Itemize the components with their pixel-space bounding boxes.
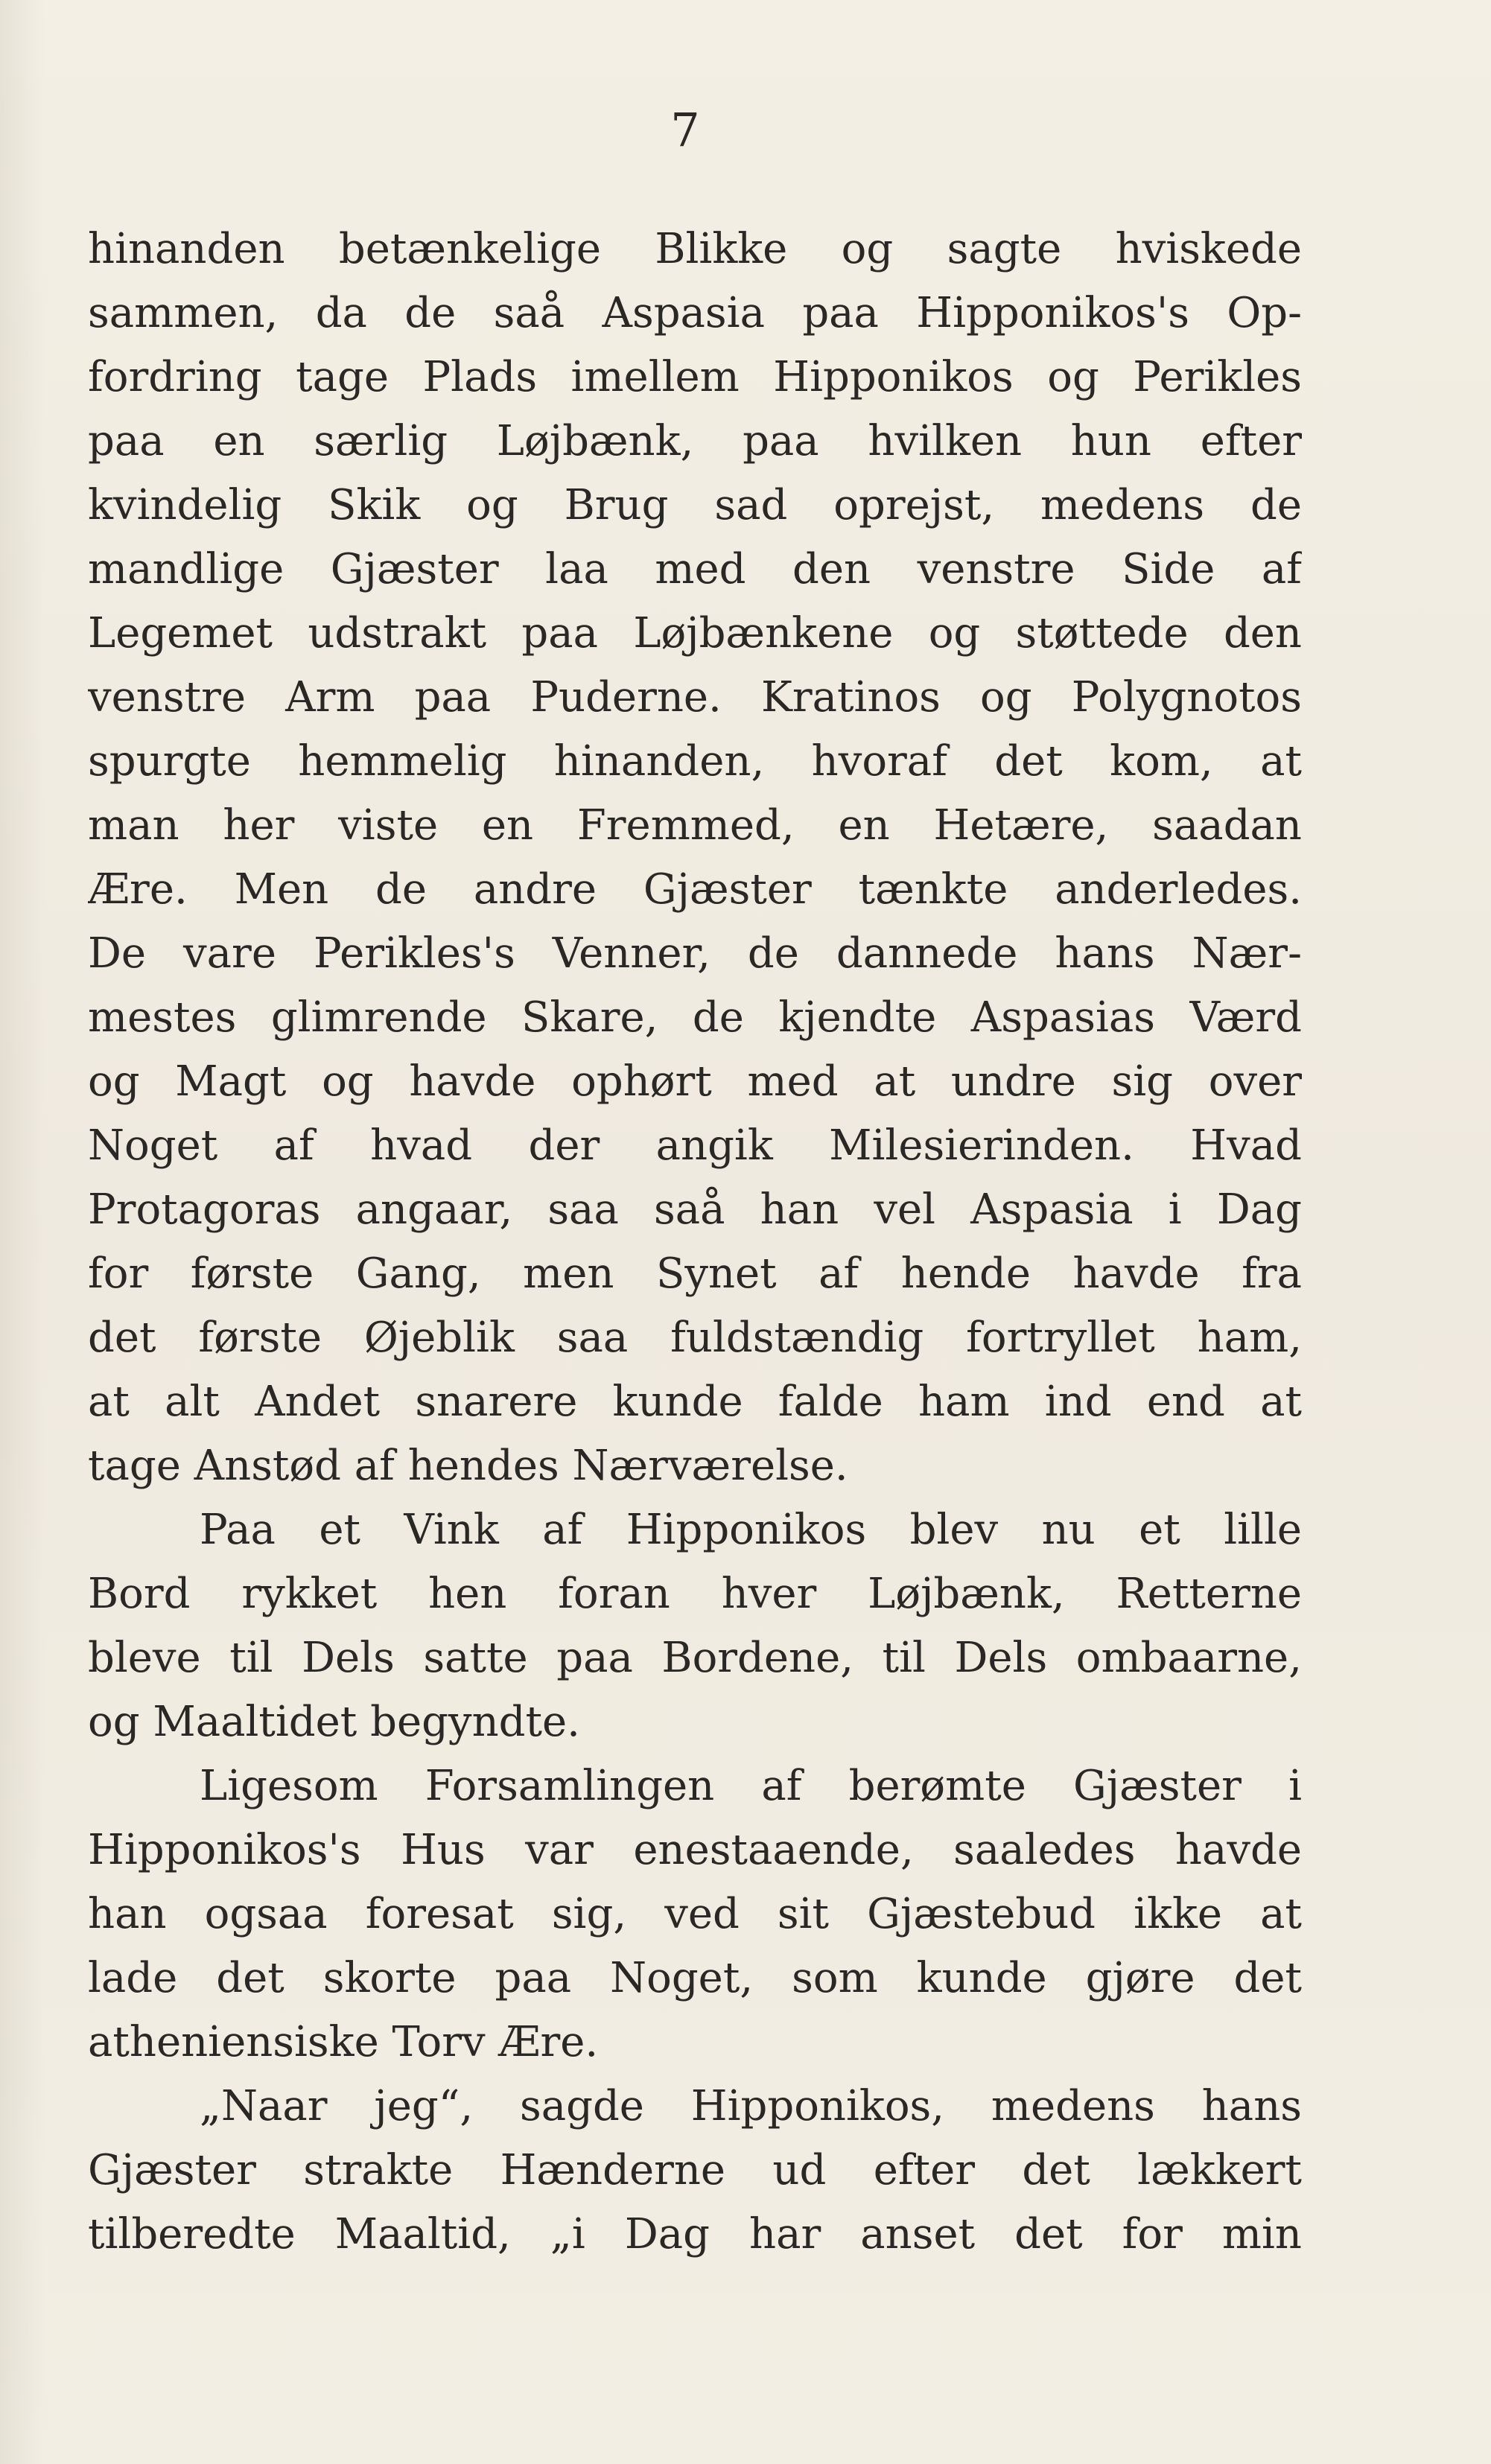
page-number: 7 (670, 103, 700, 157)
text-line: Gjæster strakte Hænderne ud efter det lækkert (88, 2146, 1302, 2194)
text-line: mestes glimrende Skare, de kjendte Aspasias Værd (88, 993, 1302, 1042)
text-line: De vare Perikles's Venner, de dannede hans Nær- (88, 929, 1302, 978)
text-line: han ogsaa foresat sig, ved sit Gjæstebud ikke at (88, 1890, 1302, 1938)
text-line: sammen, da de saå Aspasia paa Hipponikos's Op- (88, 289, 1302, 337)
text-line: fordring tage Plads imellem Hipponikos og Perikles (88, 353, 1302, 401)
text-line: spurgte hemmelig hinanden, hvoraf det kom, at (88, 737, 1302, 786)
text-line: Protagoras angaar, saa saå han vel Aspasia i Dag (88, 1185, 1302, 1234)
text-line: at alt Andet snarere kunde falde ham ind end at (88, 1378, 1302, 1426)
text-line: Hipponikos's Hus var enestaaende, saaledes havde (88, 1826, 1302, 1874)
text-line: mandlige Gjæster laa med den venstre Side af (88, 545, 1302, 593)
text-line: paa en særlig Løjbænk, paa hvilken hun efter (88, 417, 1302, 465)
text-line: man her viste en Fremmed, en Hetære, saadan (88, 801, 1302, 850)
text-line: for første Gang, men Synet af hende havde fra (88, 1249, 1302, 1298)
text-line: Ligesom Forsamlingen af berømte Gjæster i (200, 1762, 1302, 1810)
text-line: tilberedte Maaltid, „i Dag har anset det for min (88, 2210, 1302, 2258)
body-text (88, 217, 1302, 2267)
text-line: det første Øjeblik saa fuldstændig fortryllet ham, (88, 1314, 1302, 1362)
text-line: og Maaltidet begyndte. (88, 1698, 580, 1746)
text-line: Ære. Men de andre Gjæster tænkte anderledes. (88, 865, 1302, 914)
text-line: kvindelig Skik og Brug sad oprejst, medens de (88, 481, 1302, 529)
text-line: hinanden betænkelige Blikke og sagte hviskede (88, 225, 1302, 273)
text-line: atheniensiske Torv Ære. (88, 2018, 599, 2066)
text-line: Paa et Vink af Hipponikos blev nu et lille (200, 1506, 1302, 1554)
text-line: „Naar jeg“, sagde Hipponikos, medens hans (200, 2082, 1302, 2130)
text-line: og Magt og havde ophørt med at undre sig over (88, 1057, 1302, 1106)
text-line: Bord rykket hen foran hver Løjbænk, Retterne (88, 1570, 1302, 1618)
text-line: lade det skorte paa Noget, som kunde gjøre det (88, 1954, 1302, 2002)
text-line: Noget af hvad der angik Milesierinden. Hvad (88, 1121, 1302, 1170)
text-line: Legemet udstrakt paa Løjbænkene og støttede den (88, 609, 1302, 658)
text-line: bleve til Dels satte paa Bordene, til Dels ombaarne, (88, 1634, 1302, 1682)
text-line: tage Anstød af hendes Nærværelse. (88, 1442, 848, 1490)
text-line: venstre Arm paa Puderne. Kratinos og Polygnotos (88, 673, 1302, 722)
